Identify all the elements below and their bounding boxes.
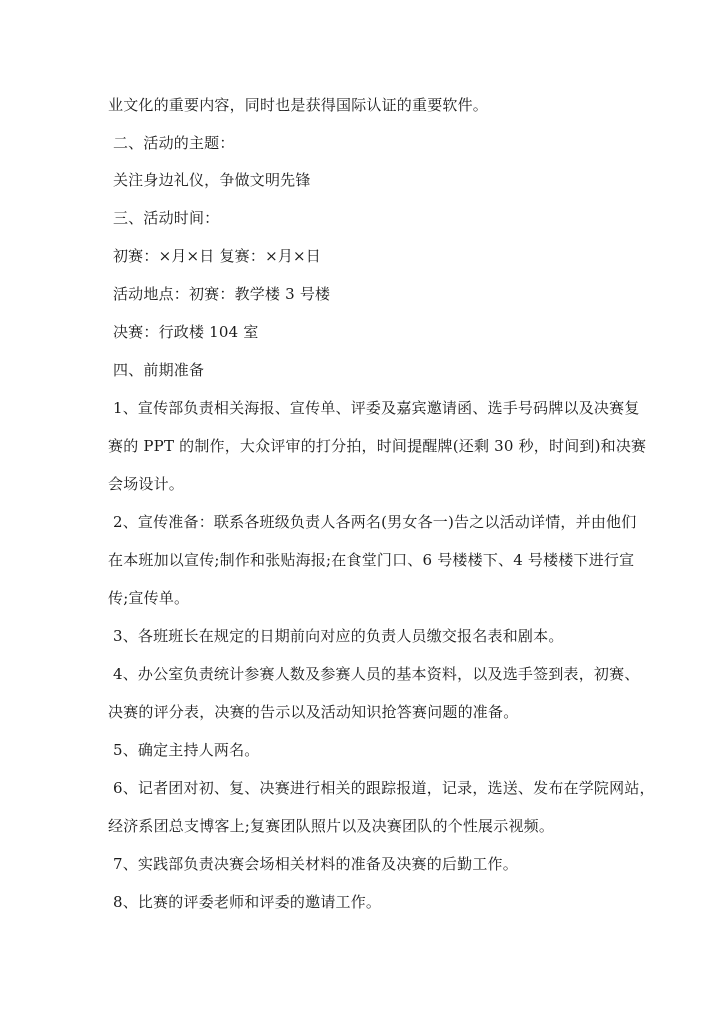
paragraph-line: 传;宣传单。 <box>108 589 190 607</box>
section-heading: 四、前期准备 <box>108 361 205 379</box>
section-heading: 二、活动的主题： <box>108 134 235 152</box>
paragraph-line: 6、记者团对初、复、决赛进行相关的跟踪报道，记录，选送、发布在学院网站， <box>108 779 655 797</box>
paragraph-line: 会场设计。 <box>108 475 185 493</box>
paragraph-line: 决赛的评分表，决赛的告示以及活动知识抢答赛问题的准备。 <box>108 703 519 721</box>
paragraph-line: 赛的 PPT 的制作，大众评审的打分拍，时间提醒牌(还剩 30 秒，时间到)和决赛 <box>108 437 647 455</box>
paragraph-line: 5、确定主持人两名。 <box>108 741 260 759</box>
paragraph-line: 活动地点：初赛：教学楼 3 号楼 <box>108 285 331 303</box>
paragraph-line: 业文化的重要内容，同时也是获得国际认证的重要软件。 <box>108 96 489 114</box>
paragraph-line: 4、办公室负责统计参赛人数及参赛人员的基本资料，以及选手签到表，初赛、 <box>108 665 640 683</box>
paragraph-line: 7、实践部负责决赛会场相关材料的准备及决赛的后勤工作。 <box>108 855 518 873</box>
paragraph-line: 1、宣传部负责相关海报、宣传单、评委及嘉宾邀请函、选手号码牌以及决赛复 <box>108 399 640 417</box>
paragraph-line: 8、比赛的评委老师和评委的邀请工作。 <box>108 893 382 911</box>
paragraph-line: 经济系团总支博客上;复赛团队照片以及决赛团队的个性展示视频。 <box>108 817 555 835</box>
section-heading: 三、活动时间： <box>108 209 220 227</box>
paragraph-line: 3、各班班长在规定的日期前向对应的负责人员缴交报名表和剧本。 <box>108 627 564 645</box>
paragraph-line: 初赛：×月×日 复赛：×月×日 <box>108 247 322 265</box>
paragraph-line: 2、宣传准备：联系各班级负责人各两名(男女各一)告之以活动详情，并由他们 <box>108 513 637 531</box>
paragraph-line: 决赛：行政楼 104 室 <box>108 323 259 341</box>
paragraph-line: 在本班加以宣传;制作和张贴海报;在食堂门口、6 号楼楼下、4 号楼楼下进行宣 <box>108 551 635 569</box>
paragraph-line: 关注身边礼仪，争做文明先锋 <box>108 171 311 189</box>
